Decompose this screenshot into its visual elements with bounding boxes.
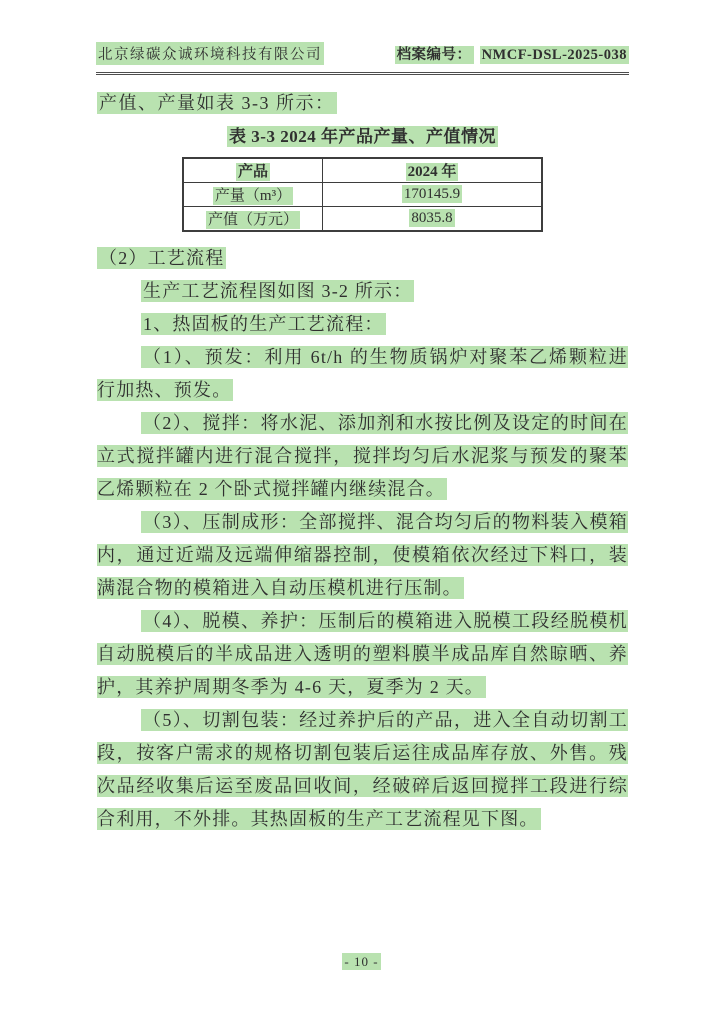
page-number: - 10 - bbox=[344, 954, 379, 969]
intro-line bbox=[97, 90, 628, 116]
archive-label: 档案编号： bbox=[396, 47, 472, 63]
paragraph bbox=[97, 341, 628, 407]
value-value: 8035.8 bbox=[411, 210, 453, 226]
table-cell-output-label bbox=[183, 183, 323, 207]
company-name: 北京绿碳众诚环境科技有限公司 bbox=[96, 42, 324, 65]
table-header-product: 产品 bbox=[237, 164, 268, 180]
page-body bbox=[97, 90, 628, 836]
table-header-year-cell bbox=[323, 158, 543, 183]
paragraph-text: （3）、压制成形：全部搅拌、混合均匀后的物料装入模箱内，通过近端及远端伸缩器控制，使模箱依次经过下料口，装满混合物的模箱进入自动压模机进行压制。 bbox=[97, 512, 628, 598]
table-caption-text: 表 3-3 2024 年产品产量、产值情况 bbox=[229, 127, 496, 146]
paragraph bbox=[97, 407, 628, 506]
paragraph-text: （1）、预发：利用 6t/h 的生物质锅炉对聚苯乙烯颗粒进行加热、预发。 bbox=[97, 347, 628, 400]
paragraph bbox=[97, 704, 628, 836]
table-cell-value-value bbox=[323, 207, 543, 232]
paragraph-text: （4）、脱模、养护：压制后的模箱进入脱模工段经脱模机自动脱模后的半成品进入透明的塑料膜半成品库自然晾晒、养护，其养护周期冬季为 4-6 天，夏季为 2 天。 bbox=[97, 611, 628, 697]
table-row bbox=[183, 207, 542, 232]
paragraph-section-heading bbox=[97, 242, 628, 275]
paragraph bbox=[97, 605, 628, 704]
table-header-row bbox=[183, 158, 542, 183]
table-header-product-cell bbox=[183, 158, 323, 183]
table-cell-output-value bbox=[323, 183, 543, 207]
page-footer bbox=[0, 954, 723, 970]
page-header bbox=[96, 42, 629, 75]
value-label: 产值（万元） bbox=[207, 212, 298, 228]
paragraph bbox=[97, 275, 628, 308]
paragraph-text: （2）、搅拌：将水泥、添加剂和水按比例及设定的时间在立式搅拌罐内进行混合搅拌，搅拌均匀后水泥浆与预发的聚苯乙烯颗粒在 2 个卧式搅拌罐内继续混合。 bbox=[97, 413, 628, 499]
paragraph bbox=[97, 308, 628, 341]
table-caption bbox=[97, 125, 628, 149]
paragraph-text: 生产工艺流程图如图 3-2 所示： bbox=[143, 281, 413, 301]
output-label: 产量（m³） bbox=[214, 188, 292, 204]
archive-number: NMCF-DSL-2025-038 bbox=[481, 47, 627, 63]
production-table bbox=[182, 157, 543, 232]
table-cell-value-label bbox=[183, 207, 323, 232]
output-value: 170145.9 bbox=[403, 186, 461, 202]
paragraph-text: （5）、切割包装：经过养护后的产品，进入全自动切割工段，按客户需求的规格切割包装后运往成品库存放、外售。残次品经收集后运至废品回收间，经破碎后返回搅拌工段进行综合利用，不外排。其热固板的生产工艺流程见下图。 bbox=[97, 710, 628, 829]
intro-text: 产值、产量如表 3-3 所示： bbox=[99, 93, 335, 113]
table-row bbox=[183, 183, 542, 207]
paragraph bbox=[97, 506, 628, 605]
paragraph-text: 1、热固板的生产工艺流程： bbox=[143, 314, 384, 334]
archive-field bbox=[395, 43, 629, 64]
table-header-year: 2024 年 bbox=[407, 164, 457, 180]
paragraph-text: （2）工艺流程 bbox=[99, 248, 225, 268]
